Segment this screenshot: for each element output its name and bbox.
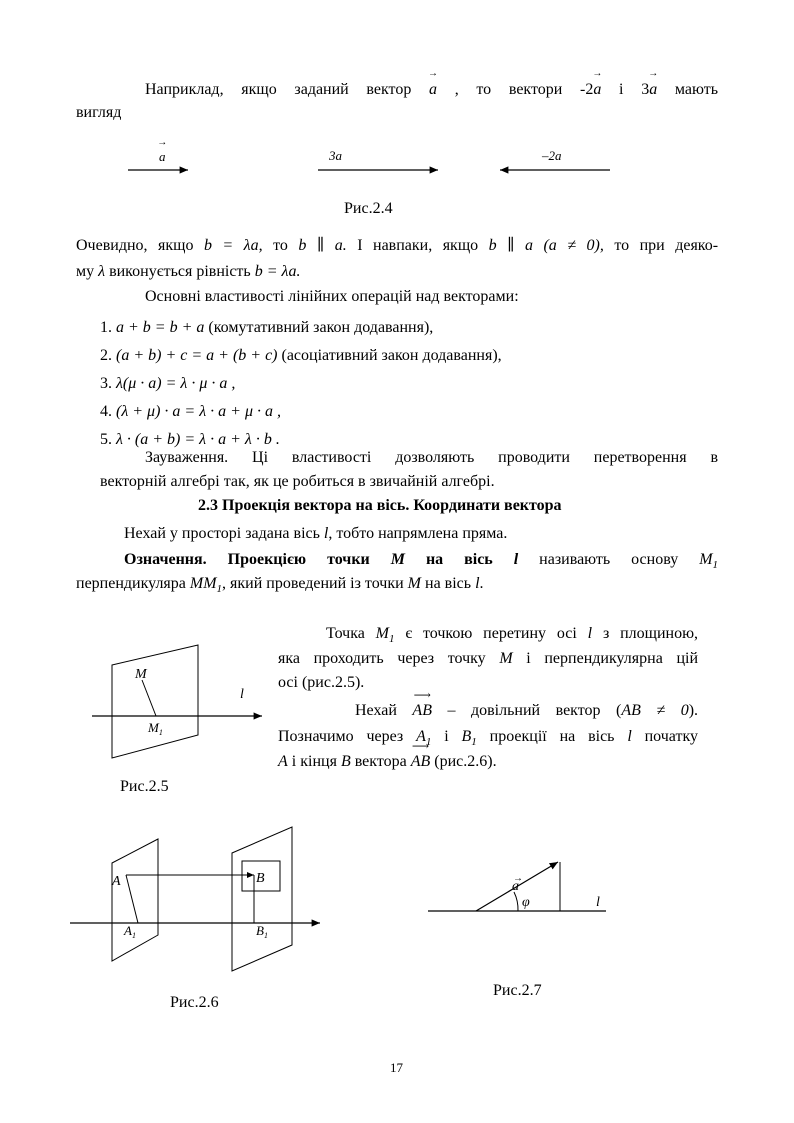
plane-A	[112, 839, 158, 961]
figure-2-6	[70, 825, 330, 975]
formula: λ(μ · a) = λ · μ · a ,	[116, 375, 236, 392]
label-phi: φ	[522, 895, 530, 910]
label-A: A	[112, 874, 121, 889]
symbol: l	[475, 575, 480, 592]
caption-fig-2-6: Рис.2.6	[170, 994, 219, 1011]
item-number: 5.	[100, 431, 112, 448]
label-l: l	[596, 895, 600, 910]
item-number: 4.	[100, 403, 112, 420]
formula: λ	[98, 263, 106, 280]
text: , тобто напрямлена пряма.	[328, 525, 508, 542]
intro-line-2: вигляд	[76, 104, 122, 121]
obvious-line-2	[76, 262, 718, 282]
text: Очевидно, якщо	[76, 237, 194, 254]
side-text-line-6: A і кінця B вектора ⟶ AB (рис.2.6).	[278, 752, 794, 772]
vector-arrow-mark: →	[513, 873, 523, 884]
item-number: 3.	[100, 375, 112, 392]
symbol: l	[513, 551, 519, 568]
obvious-line-1	[76, 236, 718, 256]
label-B1: $B_1$	[256, 923, 268, 940]
remark-line-2: векторній алгебрі так, як це робиться в звичайній алгебрі.	[100, 473, 495, 490]
vector-a: → a	[593, 80, 601, 100]
intro-text: 3	[641, 81, 650, 98]
item-number: 1.	[100, 319, 112, 336]
caption-fig-2-5: Рис.2.5	[120, 778, 169, 795]
intro-text: , то вектори -2	[454, 81, 594, 98]
text: му	[76, 263, 95, 280]
intro-line-1	[145, 80, 718, 100]
label-M: M	[135, 667, 147, 682]
caption-fig-2-4: Рис.2.4	[344, 200, 393, 217]
label-M1: $M_1$	[148, 720, 163, 737]
item-note: (асоціативний закон додавання),	[281, 347, 502, 364]
label-l: l	[240, 687, 244, 702]
symbol: M	[390, 551, 405, 568]
formula: (a + b) + c = a + (b + c)	[116, 347, 278, 364]
side-text-line-1: Точка $M_1$ є точкою перетину осі l з площиною,	[326, 625, 699, 646]
side-text-line-5: Позначимо через $A_1$ і $B_1$ проекції на вісь l початку	[278, 728, 699, 749]
text: Нехай у просторі задана вісь	[124, 525, 320, 542]
text: то при деяко-	[614, 237, 719, 254]
text: то	[273, 237, 288, 254]
formula: λ · (a + b) = λ · a + λ · b .	[116, 431, 280, 448]
label-B: B	[256, 871, 265, 886]
symbol: $MM_1$	[189, 575, 223, 596]
perpendicular	[142, 680, 156, 716]
page-number: 17	[390, 1060, 403, 1075]
text: І навпаки, якщо	[357, 237, 479, 254]
symbol: $M_1$	[699, 551, 719, 572]
remark-line-1: Зауваження. Ці властивості дозволяють проводити перетворення в	[145, 449, 718, 466]
property-item	[100, 342, 502, 370]
side-text-line-2: яка проходить через точку M і перпендикулярна цій	[278, 650, 699, 667]
formula: b = λa.	[254, 263, 301, 280]
figure-2-7	[420, 850, 620, 920]
section-title: 2.3 Проекція вектора на вісь. Координати вектора	[198, 497, 562, 514]
formula: b ∥ a.	[298, 237, 347, 254]
angle-arc	[514, 892, 518, 911]
formula: (a ≠ 0),	[543, 237, 604, 254]
label-a: a	[512, 879, 519, 894]
text: на вісь	[425, 575, 472, 592]
text: , який проведений із точки	[222, 575, 404, 592]
axis-intro	[124, 524, 766, 544]
side-text-line-4: Нехай ⟶ AB – довільний вектор (AB ≠ 0).	[355, 701, 698, 721]
intro-text: Наприклад, якщо заданий вектор	[145, 81, 412, 98]
property-item	[100, 398, 502, 426]
side-text-line-3: осі (рис.2.5).	[278, 674, 365, 691]
definition-term: на вісь	[425, 551, 493, 568]
props-intro: Основні властивості лінійних операцій над векторами:	[145, 288, 519, 305]
formula: (λ + μ) · a = λ · a + μ · a ,	[116, 403, 281, 420]
formula: a + b = b + a	[116, 319, 205, 336]
label-a: → a	[159, 149, 166, 165]
item-number: 2.	[100, 347, 112, 364]
intro-text: мають	[674, 81, 719, 98]
figure-2-5	[80, 640, 270, 770]
vector-a: → a	[429, 80, 437, 100]
intro-text: і	[619, 81, 624, 98]
property-item	[100, 370, 502, 398]
label-3a: 3a	[329, 148, 342, 163]
perp-A	[126, 875, 138, 923]
text: перпендикуляра	[76, 575, 186, 592]
label-minus-2a: –2a	[542, 148, 562, 163]
definition-line-1	[124, 550, 718, 575]
item-note: (комутативний закон додавання),	[208, 319, 434, 336]
text: виконується рівність	[109, 263, 251, 280]
axis-symbol: l	[323, 525, 329, 542]
symbol: M	[407, 575, 421, 592]
definition-term: Означення. Проекцією точки	[124, 551, 370, 568]
plane-B	[232, 827, 292, 971]
caption-fig-2-7: Рис.2.7	[493, 982, 542, 999]
formula: b = λa,	[203, 237, 263, 254]
definition-line-2	[76, 574, 718, 599]
formula: b ∥ a	[488, 237, 533, 254]
label-A1: $A_1$	[124, 923, 136, 940]
property-item	[100, 314, 502, 342]
text: .	[479, 575, 484, 592]
text: називають основу	[539, 551, 679, 568]
plane	[112, 645, 198, 758]
vector-a: → a	[649, 80, 657, 100]
properties-list	[100, 314, 502, 454]
